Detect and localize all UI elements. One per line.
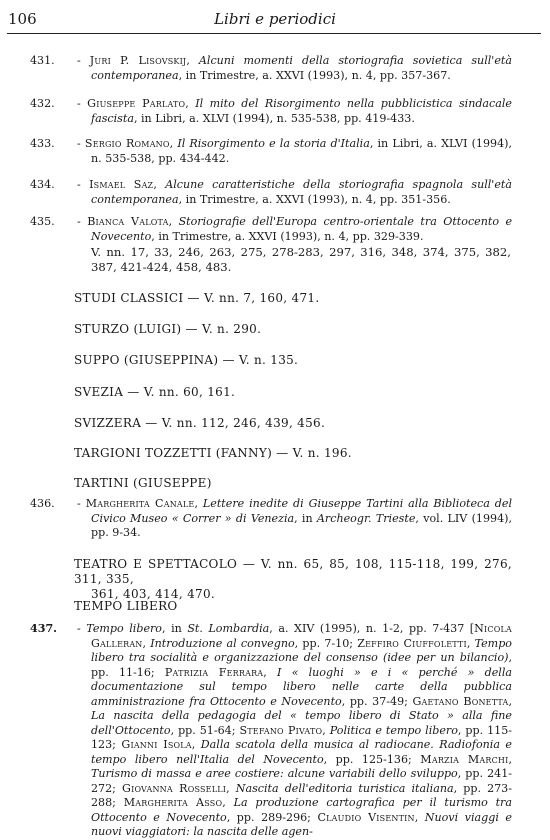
separator: , <box>508 752 512 766</box>
separator: , <box>322 723 330 737</box>
entry-pages: , pp. 7-10; <box>294 636 358 650</box>
entry-title: Introduzione al convegno <box>150 636 295 650</box>
page-number: 106 <box>8 10 37 28</box>
bibliography-entry <box>30 54 512 83</box>
entry-text: - Margherita Canale, Lettere inedite di Giuseppe Tartini alla Biblioteca del Civico Museo « Correr » di Venezia, in Archeogr. Triestе, vol. LIV (1994), pp. 9-34. <box>77 497 513 539</box>
separator: , <box>414 810 425 824</box>
entry-title: Dalla scatola della musica al radiocane. Radiofonia e tempo libero nell'Italia del Novecento <box>91 738 512 766</box>
entry-number: 437. <box>30 622 58 635</box>
separator: , <box>142 636 151 650</box>
entry-pages: , pp. 11-16; <box>91 651 512 679</box>
entry-source: , in Trimestre, a. XXVI (1993), n. 4, pp. 357-367. <box>178 68 451 82</box>
subject-heading: SUPPO (GIUSEPPINA) — V. n. 135. <box>74 353 299 367</box>
entry-author: Gianni Isola <box>121 738 192 751</box>
entry-number: 433. <box>30 137 55 150</box>
entry-pages: , pp. 51-64; <box>170 723 240 737</box>
entry-text: - Juri P. Lisovskij, Alcuni momenti della storiografia sovietica sull'età contemporanea, in Trimestre, a. XXVI (1993), n. 4, pp. 357-367. <box>77 54 512 82</box>
entry-title: Alcune caratteristiche della storiografia spagnola sull'età contemporanea <box>91 178 512 206</box>
subject-heading: STURZO (LUIGI) — V. n. 290. <box>74 322 262 336</box>
entry-number: 432. <box>30 97 55 110</box>
entry-pages: , pp. 289-296; <box>226 810 318 824</box>
entry-author: Zeffiro Ciuffoletti <box>357 636 467 650</box>
entry-title: La produzione cartografica per il turismo tra Ottocento e Novecento <box>91 796 512 824</box>
entry-source: , vol. LIV (1994), pp. 9-34. <box>91 511 513 539</box>
entry-text: - Sergio Romano, Il Risorgimento e la storia d'Italia, in Libri, a. XLVI (1994), n. 535-538, pp. 434-442. <box>77 137 513 165</box>
entry-title: Politica e tempo libero <box>329 723 458 737</box>
entry-text: - Bianca Valota, Storiografie dell'Europa centro-orientale tra Ottocento e Novecento, in Trimestre, a. XXVI (1993), n. 4, pp. 329-339. <box>77 215 513 243</box>
entry-author: Giuseppe Parlato <box>87 97 186 110</box>
entry-source: , in Trimestre, a. XXVI (1993), n. 4, pp. 329-339. <box>151 229 424 243</box>
subject-heading: TEMPO LIBERO <box>74 599 178 613</box>
entry-author: Gaetano Bonetta <box>412 694 509 708</box>
entry-author: Sergio Romano <box>84 137 170 150</box>
header-rule <box>7 33 541 34</box>
entry-text: - Tempo libero, in St. Lombardia, a. XIV (1995), n. 1-2, pp. 7-437 [Nicola Galleran, Introduzione al convegno, pp. 7-10; Zeffiro Ciuffoletti, Tempo libero tra socialità e organizzazione del consenso (idee per un bilancio), pp. 11-16; Patrizia Ferrara, I « luoghi » e i « perché » della documentazione sul tempo libero nelle carte della pubblica amministrazione fra Ottocento e Novecento, pp. 37-49; Gaetano Bonetta, La nascita della pedagogia del « tempo libero di Stato » alla fine dell'Ottocento, pp. 51-64; Stefano Pivato, Politica e tempo libero, pp. 115-123; Gianni Isola, Dalla scatola della musica al radiocane. Radiofonia e tempo libero nell'Italia del Novecento, pp. 125-136; Marzia Marchi, Turismo di massa e aree costiere: alcune variabili dello sviluppo, pp. 241-272; Giovanna Rosselli, Nascita dell'editoria turistica italiana, pp. 273-288; Margherita Asso, La produzione cartografica per il turismo tra Ottocento e Novecento, pp. 289-296; Claudio Visentin, Nuovi viaggi e nuovi viaggiatori: la nascita delle agen- <box>77 622 513 838</box>
entry-number: 435. <box>30 215 55 228</box>
entry-number: 434. <box>30 178 55 191</box>
entry-author: Marzia Marchi <box>420 752 509 766</box>
separator: , <box>226 781 236 795</box>
see-also-references: V. nn. 17, 33, 246, 263, 275, 278-283, 297, 316, 348, 374, 375, 382, 387, 421-424, 458, 483. <box>91 245 511 274</box>
subject-heading <box>74 557 512 602</box>
entry-author: Nicola Galleran <box>91 622 512 650</box>
entry-source: , in Libri, a. XLVI (1994), n. 535-538, pp. 434-442. <box>91 137 513 165</box>
entry-title: Storiografie dell'Europa centro-orientale tra Ottocento e Novecento <box>91 215 513 243</box>
entry-source: , a. XIV (1995), n. 1-2, pp. 7-437 [ <box>269 622 475 635</box>
entry-text: - Ismael Saz, Alcune caratteristiche della storiografia spagnola sull'età contemporanea, in Trimestre, a. XXVI (1993), n. 4, pp. 351-356. <box>77 178 512 206</box>
entry-journal: Archeogr. Triestе <box>316 511 416 525</box>
entry-author: Claudio Visentin <box>317 810 415 824</box>
subject-heading-line: 361, 403, 414, 470. <box>91 587 216 601</box>
entry-author: Patrizia Ferrara <box>164 665 264 679</box>
entry-journal: St. Lombardia <box>187 622 270 635</box>
subject-heading: SVEZIA — V. nn. 60, 161. <box>74 385 236 399</box>
entry-pages: , pp. 241-272; <box>91 767 513 795</box>
subject-heading: TARGIONI TOZZETTI (FANNY) — V. n. 196. <box>74 446 352 460</box>
subject-heading-line: TEATRO E SPETTACOLO — V. nn. 65, 85, 108, 115-118, 199, 276, 311, 335, <box>74 557 512 586</box>
entry-pages: , pp. 273-288; <box>91 781 512 809</box>
subject-heading: SVIZZERA — V. nn. 112, 246, 439, 456. <box>74 416 326 430</box>
entry-source: , in Libri, a. XLVI (1994), n. 535-538, pp. 419-433. <box>133 111 415 125</box>
entry-number: 436. <box>30 497 55 510</box>
entry-title: Il mito del Risorgimento nella pubblicistica sindacale fascista <box>91 97 512 125</box>
bibliography-entry <box>30 622 512 840</box>
entry-title: La nascita della pedagogia del « tempo libero di Stato » alla fine dell'Ottocento <box>91 709 512 737</box>
entry-author: Margherita Asso <box>123 796 223 809</box>
entry-source: , in <box>294 511 317 525</box>
entry-author: Bianca Valota <box>87 215 169 228</box>
separator: , <box>466 636 475 650</box>
entry-title: Nuovi viaggi e nuovi viaggiatori: la nascita delle agen- <box>91 810 512 838</box>
entry-title: Il Risorgimento e la storia d'Italia <box>177 137 370 150</box>
entry-pages: , pp. 125-136; <box>323 752 421 766</box>
entry-source: , in <box>162 622 188 635</box>
separator: , <box>508 694 513 708</box>
separator: , <box>263 665 278 679</box>
entry-title: Alcuni momenti della storiografia sovietica sull'età contemporanea <box>91 54 512 82</box>
bibliography-entry <box>30 497 512 541</box>
entry-title: Lettere inedite di Giuseppe Tartini alla Biblioteca del Civico Museo « Correr » di Venezia <box>91 497 513 525</box>
subject-heading: STUDI CLASSICI — V. nn. 7, 160, 471. <box>74 291 320 305</box>
entry-author: Giovanna Rosselli <box>122 781 227 795</box>
running-title: Libri e periodici <box>214 10 336 28</box>
entry-title: I « luoghi » e i « perché » della documentazione sul tempo libero nelle carte della pubblica amministrazione fra Ottocento e Novecento <box>91 665 512 708</box>
bibliography-entry <box>30 178 512 207</box>
entry-title: Nascita dell'editoria turistica italiana <box>235 781 454 795</box>
entry-number: 431. <box>30 54 55 67</box>
entry-author: Stefano Pivato <box>239 723 323 737</box>
bibliography-entry <box>30 97 512 126</box>
entry-title: Tempo libero tra socialità e organizzazione del consenso (idee per un bilancio) <box>91 636 512 664</box>
entry-author: Margherita Canale <box>85 497 195 510</box>
page-header <box>0 0 550 38</box>
subject-heading: TARTINI (GIUSEPPE) <box>74 476 212 490</box>
separator: , <box>191 738 201 751</box>
separator: , <box>222 796 234 809</box>
bibliography-entry <box>30 137 512 166</box>
entry-author: Juri P. Lisovskij <box>89 54 187 67</box>
entry-source: , in Trimestre, a. XXVI (1993), n. 4, pp. 351-356. <box>178 192 451 206</box>
entry-title: Turismo di massa e aree costiere: alcune variabili dello sviluppo <box>91 767 458 780</box>
entry-title: Tempo libero <box>86 622 162 635</box>
entry-author: Ismael Saz <box>89 178 154 191</box>
entry-text: - Giuseppe Parlato, Il mito del Risorgimento nella pubblicistica sindacale fascista, in Libri, a. XLVI (1994), n. 535-538, pp. 419-433. <box>77 97 512 125</box>
entry-pages: , pp. 37-49; <box>341 694 413 708</box>
bibliography-entry <box>30 215 512 244</box>
entry-pages: , pp. 115-123; <box>91 723 513 751</box>
